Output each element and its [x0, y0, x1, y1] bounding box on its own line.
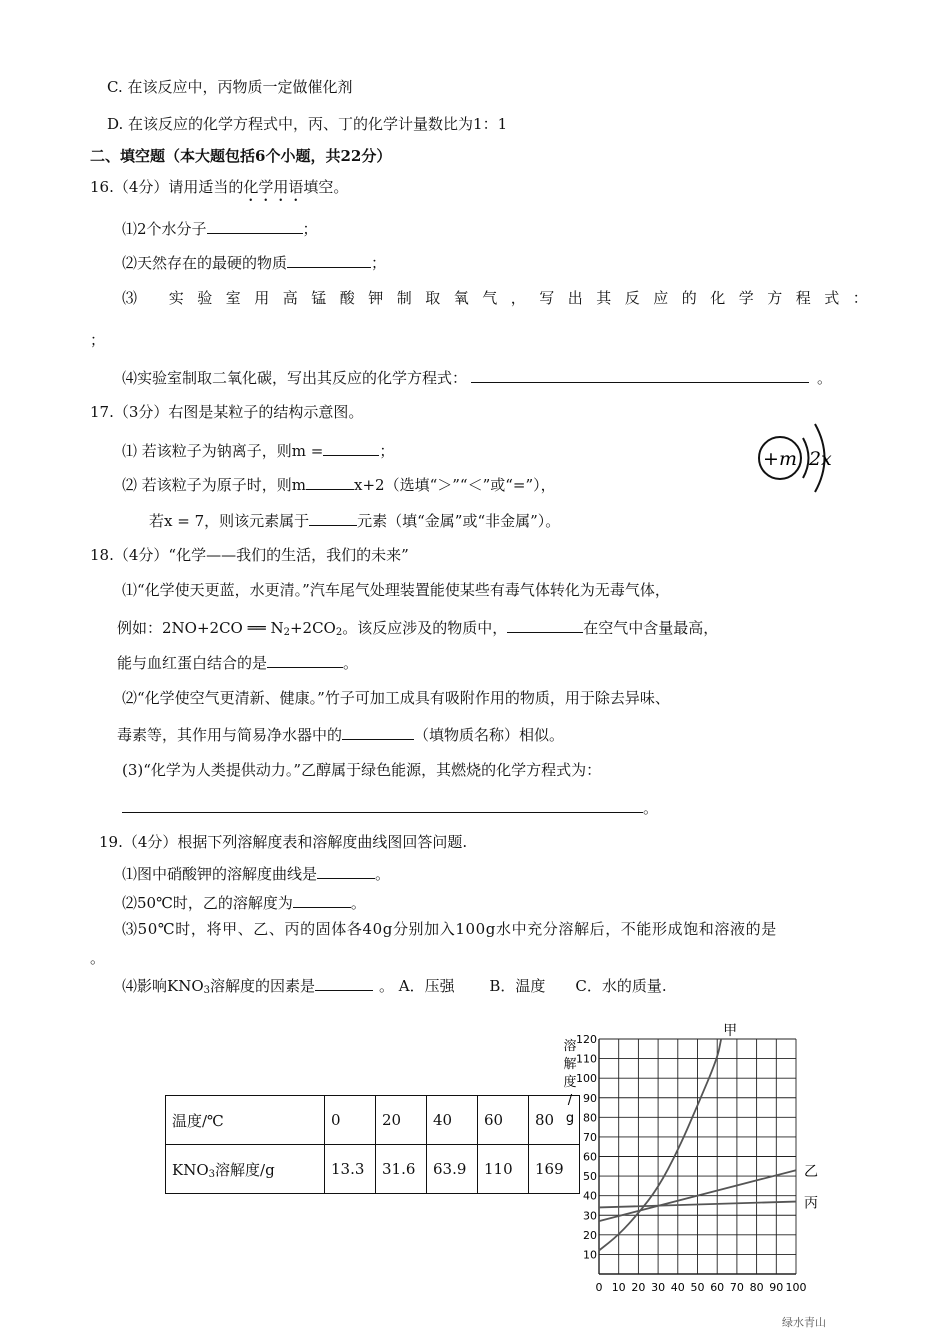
y-tick-label: 20	[583, 1228, 597, 1242]
answer-blank[interactable]	[267, 652, 343, 668]
x-tick-label: 20	[631, 1281, 646, 1294]
q16-part2: ⑵天然存在的最硬的物质 ；	[122, 254, 387, 272]
answer-blank[interactable]	[471, 367, 809, 383]
q19-part4: ⑷影响$KNO_3$溶解度的因素是 。 A．压强 B．温度 C．水的质量.	[122, 977, 667, 996]
y-tick-label: 90	[583, 1091, 597, 1105]
q17-part2-b: 若x = 7，则该元素属于 元素（填“金属”或“非金属”）。	[149, 512, 561, 530]
table-cell: 80	[529, 1096, 580, 1145]
y-tick-label: 70	[583, 1130, 597, 1144]
section-heading: 二、填空题（本大题包括6个小题，共22分）	[90, 147, 392, 165]
solubility-table	[165, 1095, 580, 1194]
y-tick-label: 120	[576, 1033, 597, 1046]
y-axis-label-char: /	[567, 1093, 573, 1108]
table-cell: 63.9	[427, 1145, 478, 1194]
series-label: 乙	[804, 1164, 818, 1181]
table-cell: 0	[325, 1096, 376, 1145]
answer-blank[interactable]	[122, 797, 643, 813]
q16-heading: 16.（4分）请用适当的化学用语填空。	[90, 178, 349, 196]
answer-blank[interactable]	[323, 440, 379, 456]
series-label: 甲	[723, 1023, 738, 1039]
table-cell: 40	[427, 1096, 478, 1145]
nucleus-charge: +m	[763, 448, 797, 470]
x-tick-label: 10	[611, 1281, 626, 1294]
x-tick-label: 50	[690, 1281, 705, 1294]
atom-structure-diagram	[750, 410, 850, 510]
y-axis-label-char: 解	[563, 1057, 577, 1072]
answer-blank[interactable]	[207, 218, 303, 234]
table-cell: 169	[529, 1145, 580, 1194]
y-tick-label: 10	[583, 1248, 597, 1262]
table-row	[166, 1096, 580, 1145]
q17-heading: 17.（3分）右图是某粒子的结构示意图。	[90, 403, 364, 421]
table-header-cell: 温度/℃	[166, 1096, 325, 1145]
y-tick-label: 30	[583, 1209, 597, 1223]
y-axis-label-char: g	[565, 1111, 575, 1126]
option-c: C. 在该反应中，丙物质一定做催化剂	[107, 78, 353, 96]
y-axis-label-char: 度	[563, 1075, 577, 1090]
q18-part3: (3)“化学为人类提供动力。”乙醇属于绿色能源，其燃烧的化学方程式为：	[122, 761, 602, 779]
q18-part1: ⑴“化学使天更蓝，水更清。”汽车尾气处理装置能使某些有毒气体转化为无毒气体，	[122, 581, 670, 599]
q18-part1-c: 能与血红蛋白结合的是 。	[117, 654, 359, 672]
q18-part1-b: 例如：2NO+2CO ══ $N_2+2CO_2$。该反应涉及的物质中， 在空气中含量最高，	[117, 619, 719, 638]
table-cell: 20	[376, 1096, 427, 1145]
y-tick-label: 100	[576, 1072, 597, 1086]
q18-part2: ⑵“化学使空气更清新、健康。”竹子可加工成具有吸附作用的物质，用于除去异味、	[122, 689, 670, 707]
x-tick-label: 70	[729, 1281, 744, 1294]
answer-blank[interactable]	[315, 975, 373, 991]
q18-part3-answer: 。	[122, 797, 658, 818]
q16-part1: ⑴2个水分子 ；	[122, 220, 318, 238]
q19-heading: 19.（4分）根据下列溶解度表和溶解度曲线图回答问题.	[99, 833, 468, 851]
x-tick-label: 90	[769, 1281, 784, 1294]
table-cell: 13.3	[325, 1145, 376, 1194]
x-tick-label: 0	[595, 1281, 603, 1294]
solubility-curve-chart	[555, 1012, 845, 1302]
answer-blank[interactable]	[309, 510, 357, 526]
y-tick-label: 80	[583, 1111, 597, 1125]
inner-shell-electrons: 2	[809, 448, 822, 470]
y-tick-label: 40	[583, 1189, 597, 1203]
answer-blank[interactable]	[507, 617, 583, 633]
q18-heading: 18.（4分）“化学——我们的生活，我们的未来”	[90, 546, 409, 564]
answer-blank[interactable]	[287, 252, 371, 268]
y-tick-label: 110	[576, 1052, 597, 1066]
q16-part3-continued: ；	[90, 331, 106, 349]
y-tick-label: 60	[583, 1150, 597, 1164]
q16-part3: ⑶ 实验室用高锰酸钾制取氧气，写出其反应的化学方程式：	[122, 289, 882, 307]
answer-blank[interactable]	[306, 474, 354, 490]
answer-blank[interactable]	[293, 892, 351, 908]
q19-part1: ⑴图中硝酸钾的溶解度曲线是 。	[122, 865, 391, 883]
page-fragment: 绿水青山	[782, 1316, 826, 1329]
x-tick-label: 80	[749, 1281, 764, 1294]
series-line-1	[599, 1039, 721, 1251]
q17-part1: ⑴ 若该粒子为钠离子，则m = ；	[122, 442, 395, 460]
x-tick-label: 60	[710, 1281, 725, 1294]
option-d: D. 在该反应的化学方程式中，丙、丁的化学计量数比为1：1	[107, 115, 508, 133]
series-label: 丙	[804, 1195, 818, 1212]
table-header-cell: $KNO_3$溶解度/g	[166, 1145, 325, 1194]
x-tick-label: 30	[651, 1281, 666, 1294]
y-axis-label-char: 溶	[563, 1039, 577, 1054]
y-tick-label: 50	[583, 1170, 597, 1184]
table-cell: 110	[478, 1145, 529, 1194]
q16-part4: ⑷实验室制取二氧化碳，写出其反应的化学方程式： 。	[122, 369, 833, 387]
table-cell: 60	[478, 1096, 529, 1145]
outer-shell-electrons: x	[821, 448, 832, 470]
answer-blank[interactable]	[342, 724, 414, 740]
x-tick-label: 40	[670, 1281, 685, 1294]
x-tick-label: 100	[785, 1281, 807, 1294]
inner-shell-arc	[803, 438, 809, 478]
table-cell: 31.6	[376, 1145, 427, 1194]
q19-part3: ⑶50℃时，将甲、乙、丙的固体各40g分别加入100g水中充分溶解后，不能形成饱和溶液的是	[122, 920, 777, 938]
q17-part2: ⑵ 若该粒子为原子时，则m x+2（选填“＞”“＜”或“=”），	[122, 476, 556, 494]
answer-blank[interactable]	[317, 863, 375, 879]
q18-part2-b: 毒素等，其作用与简易净水器中的 （填物质名称）相似。	[117, 726, 565, 744]
q19-part3-continued: 。	[90, 949, 106, 967]
table-row	[166, 1145, 580, 1194]
q19-part2: ⑵50℃时，乙的溶解度为 。	[122, 894, 366, 912]
